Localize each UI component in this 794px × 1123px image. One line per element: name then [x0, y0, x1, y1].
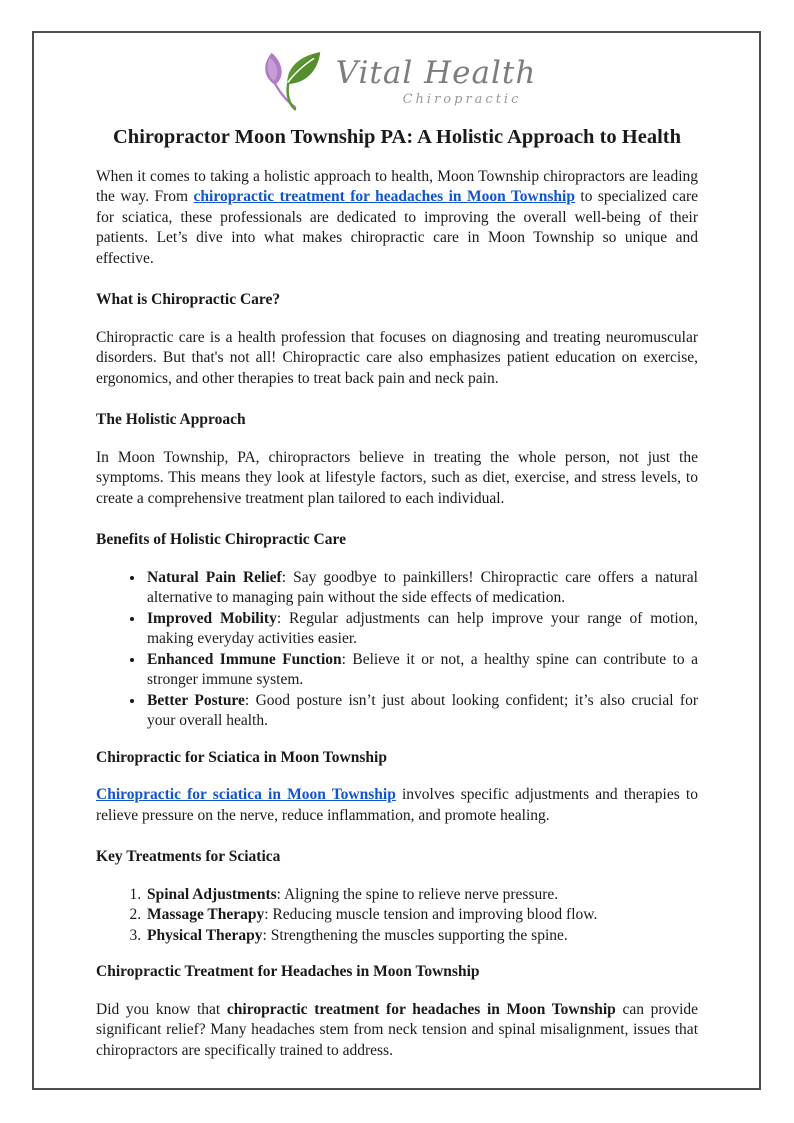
- treatment-label: Spinal Adjustments: [147, 885, 277, 903]
- benefit-text: : Regular adjustments can help improve your range of motion, making everyday activities easier.: [147, 609, 699, 648]
- benefit-text: : Believe it or not, a healthy spine can contribute to a stronger immune system.: [147, 650, 698, 689]
- sciatica-text-post: involves specific adjustments and therapies to relieve pressure on the nerve, reduce inflammation, and promote healing.: [96, 786, 698, 824]
- list-item: [145, 885, 698, 906]
- logo: [96, 49, 698, 115]
- leaves-icon: [258, 50, 332, 114]
- treatment-label: Physical Therapy: [147, 926, 263, 944]
- intro-paragraph: [96, 167, 698, 270]
- treatment-text: : Aligning the spine to relieve nerve pressure.: [276, 885, 559, 903]
- logo-text: [335, 55, 537, 107]
- list-item: [145, 650, 698, 691]
- benefit-text: : Good posture isn’t just about looking confident; it’s also crucial for your overall health.: [147, 691, 698, 730]
- benefit-label: Improved Mobility: [147, 609, 277, 627]
- page-title: Chiropractor Moon Township PA: A Holistic Approach to Health: [113, 126, 681, 148]
- treatment-text: : Strengthening the muscles supporting the spine.: [262, 926, 568, 944]
- heading-benefits: Benefits of Holistic Chiropractic Care: [96, 531, 346, 549]
- heading-sciatica: Chiropractic for Sciatica in Moon Township: [96, 748, 387, 766]
- sciatica-paragraph: [96, 785, 698, 826]
- benefits-list: [96, 568, 698, 732]
- list-item: [145, 926, 698, 947]
- treatment-text: : Reducing muscle tension and improving blood flow.: [264, 906, 598, 924]
- heading-headaches: Chiropractic Treatment for Headaches in Moon Township: [96, 963, 480, 981]
- list-item: [145, 609, 698, 650]
- benefit-label: Natural Pain Relief: [147, 568, 282, 586]
- headaches-treatment-link[interactable]: chiropractic treatment for headaches in Moon Township: [193, 188, 575, 206]
- treatment-label: Massage Therapy: [147, 906, 265, 924]
- list-item: [145, 691, 698, 732]
- headaches-bold-phrase: chiropractic treatment for headaches in Moon Township: [226, 1000, 616, 1018]
- heading-holistic-approach: The Holistic Approach: [96, 411, 246, 429]
- logo-subtitle: Chiropractic: [402, 92, 522, 107]
- list-item: [145, 905, 698, 926]
- benefit-text: : Say goodbye to painkillers! Chiropractic care offers a natural alternative to managing pain without the side effects of medication.: [147, 568, 698, 607]
- benefit-label: Enhanced Immune Function: [147, 650, 342, 668]
- benefit-label: Better Posture: [147, 691, 245, 709]
- intro-text-pre: When it comes to taking a holistic approach to health, Moon Township chiropractors are leading the way. From: [96, 167, 698, 206]
- document-page: [32, 31, 761, 1090]
- headaches-paragraph: [96, 1000, 698, 1062]
- heading-what-is-chiropractic-care: What is Chiropractic Care?: [96, 291, 281, 309]
- heading-key-treatments: Key Treatments for Sciatica: [96, 848, 281, 866]
- headaches-text-pre: Did you know that: [96, 1000, 227, 1018]
- treatments-list: [96, 885, 698, 947]
- logo-brand: Vital Health: [335, 55, 537, 91]
- sciatica-link[interactable]: Chiropractic for sciatica in Moon Township: [96, 786, 396, 804]
- list-item: [145, 568, 698, 609]
- holistic-paragraph: In Moon Township, PA, chiropractors believe in treating the whole person, not just the symptoms. This means they look at lifestyle factors, such as diet, exercise, and stress levels, to create a comprehensive treatment plan tailored to each individual.: [96, 448, 698, 507]
- intro-text-post: to specialized care for sciatica, these professionals are dedicated to improving the overall well-being of their patients. Let’s dive into what makes chiropractic care in Moon Township so unique and effective.: [96, 188, 698, 267]
- headaches-text-post: can provide significant relief? Many headaches stem from neck tension and spinal misalignment, issues that chiropractors are specifically trained to address.: [96, 1000, 699, 1059]
- what-is-paragraph: Chiropractic care is a health profession that focuses on diagnosing and treating neuromuscular disorders. But that's not all! Chiropractic care also emphasizes patient education on exercise, ergonomics, and other therapies to treat back pain and neck pain.: [96, 328, 698, 387]
